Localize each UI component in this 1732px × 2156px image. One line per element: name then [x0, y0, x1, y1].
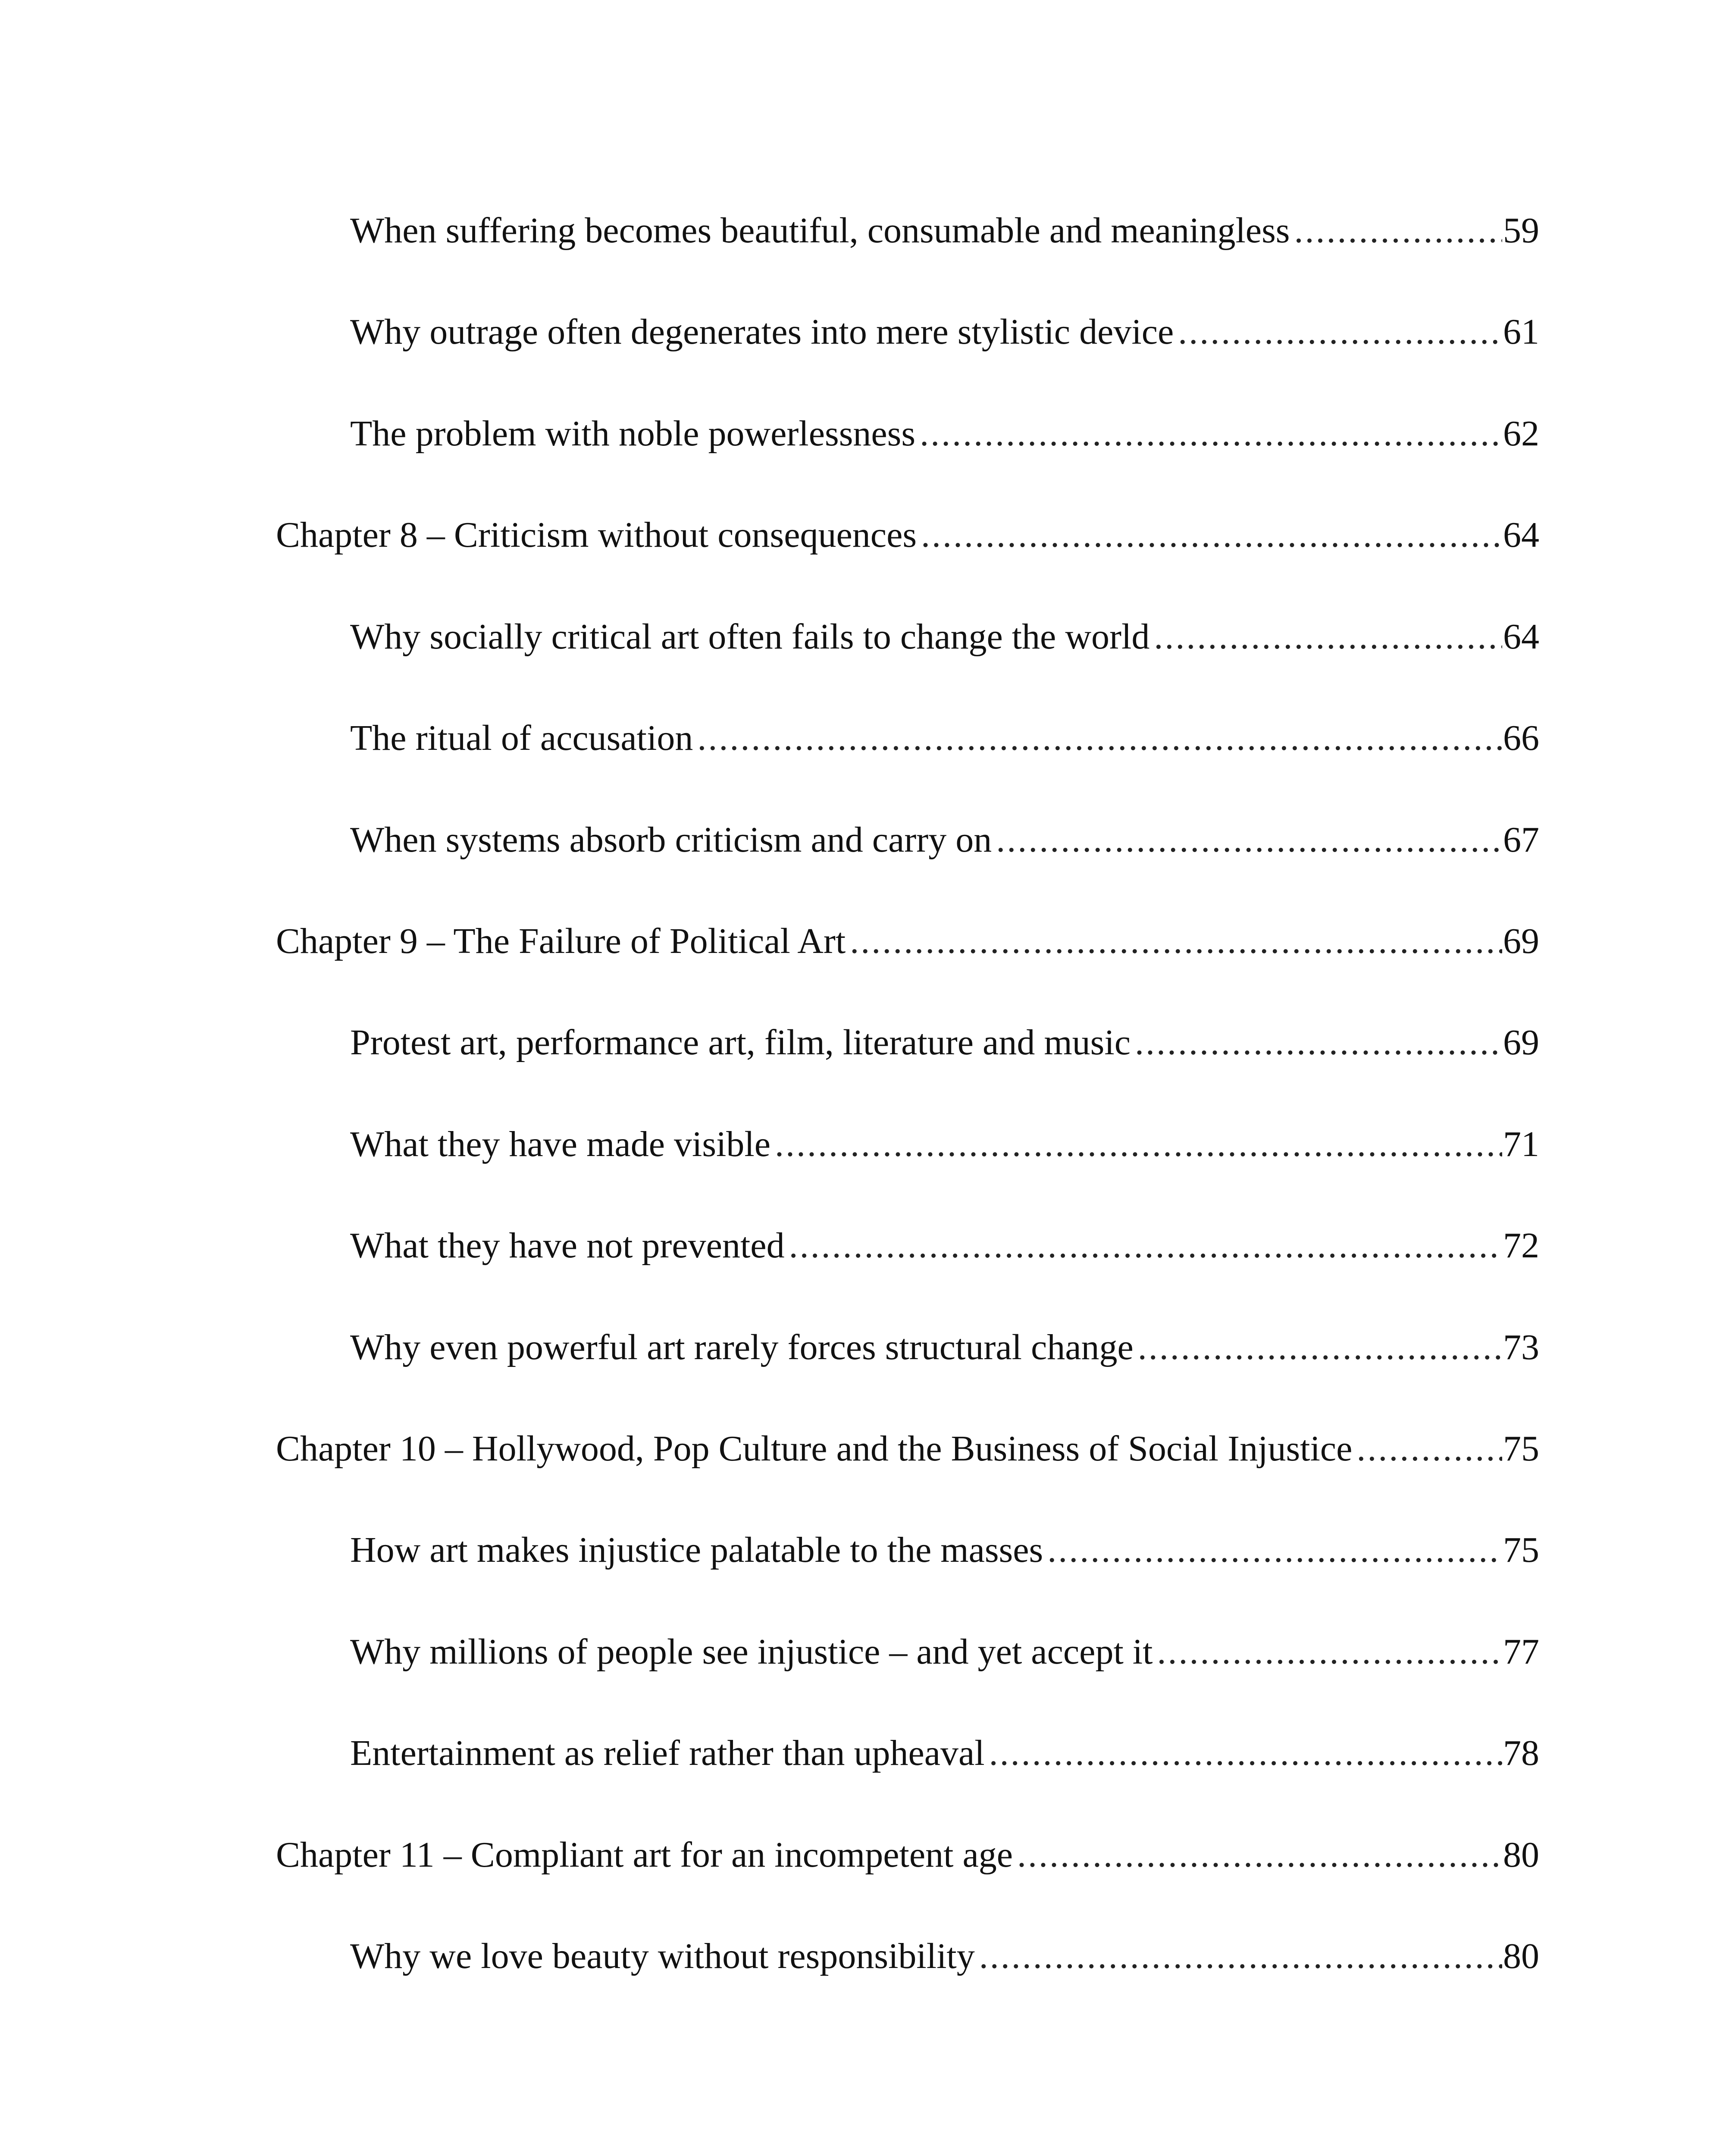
- toc-entry[interactable]: [350, 1119, 1539, 1170]
- toc-entry[interactable]: [350, 205, 1539, 257]
- toc-entry-title: The ritual of accusation: [350, 718, 693, 758]
- toc-page-number: 80: [1503, 1936, 1539, 1976]
- dot-leader: [1047, 1524, 1502, 1576]
- toc-entry-title: How art makes injustice palatable to the masses: [350, 1530, 1043, 1570]
- toc-page-number: 73: [1503, 1327, 1539, 1367]
- dot-leader: [1017, 1829, 1502, 1881]
- dot-leader: [921, 509, 1502, 561]
- dot-leader: [850, 915, 1502, 967]
- toc-page-number: 59: [1503, 210, 1539, 251]
- toc-page-number: 75: [1503, 1530, 1539, 1570]
- toc-page-number: 66: [1503, 718, 1539, 758]
- toc-entry-title: When suffering becomes beautiful, consumable and meaningless: [350, 210, 1290, 251]
- toc-entry[interactable]: [350, 814, 1539, 866]
- toc-page-number: 67: [1503, 820, 1539, 860]
- toc-entry[interactable]: [350, 712, 1539, 764]
- toc-page-number: 64: [1503, 515, 1539, 555]
- toc-entry[interactable]: [350, 1727, 1539, 1779]
- toc-entry-title: Chapter 10 – Hollywood, Pop Culture and the Business of Social Injustice: [276, 1429, 1353, 1469]
- toc-page-number: 77: [1503, 1632, 1539, 1672]
- dot-leader: [775, 1119, 1502, 1170]
- toc-entry[interactable]: [350, 1524, 1539, 1576]
- toc-entry[interactable]: [350, 611, 1539, 663]
- dot-leader: [1135, 1017, 1502, 1069]
- toc-entry-title: What they have not prevented: [350, 1225, 785, 1266]
- toc-entry-title: Protest art, performance art, film, literature and music: [350, 1022, 1131, 1062]
- toc-chapter-entry[interactable]: [276, 1829, 1539, 1881]
- dot-leader: [1178, 306, 1502, 358]
- toc-entry[interactable]: [350, 1017, 1539, 1069]
- dot-leader: [697, 712, 1502, 764]
- dot-leader: [979, 1930, 1502, 1982]
- dot-leader: [1157, 1626, 1502, 1678]
- dot-leader: [1154, 611, 1502, 663]
- toc-entry-title: The problem with noble powerlessness: [350, 414, 916, 454]
- toc-entry-title: Chapter 11 – Compliant art for an incompetent age: [276, 1835, 1013, 1875]
- toc-chapter-entry[interactable]: [276, 509, 1539, 561]
- toc-chapter-entry[interactable]: [276, 1423, 1539, 1475]
- toc-entry-title: Why millions of people see injustice – and yet accept it: [350, 1632, 1153, 1672]
- toc-entry-title: Why even powerful art rarely forces structural change: [350, 1327, 1134, 1367]
- toc-page-number: 75: [1503, 1429, 1539, 1469]
- toc-entry[interactable]: [350, 1930, 1539, 1982]
- toc-entry-title: Chapter 8 – Criticism without consequences: [276, 515, 917, 555]
- toc-entry[interactable]: [350, 408, 1539, 460]
- toc-entry[interactable]: [350, 1220, 1539, 1272]
- toc-entry-title: Entertainment as relief rather than upheaval: [350, 1733, 985, 1773]
- toc-page-number: 78: [1503, 1733, 1539, 1773]
- toc-page-number: 72: [1503, 1225, 1539, 1266]
- toc-entry-title: Why outrage often degenerates into mere stylistic device: [350, 312, 1174, 352]
- dot-leader: [1294, 205, 1502, 257]
- dot-leader: [989, 1727, 1502, 1779]
- toc-page-number: 71: [1503, 1124, 1539, 1164]
- toc-entry-title: What they have made visible: [350, 1124, 770, 1164]
- dot-leader: [920, 408, 1502, 460]
- toc-entry-title: Why we love beauty without responsibility: [350, 1936, 975, 1976]
- dot-leader: [1138, 1322, 1502, 1373]
- toc-entry[interactable]: [350, 306, 1539, 358]
- toc-page-number: 61: [1503, 312, 1539, 352]
- dot-leader: [1356, 1423, 1502, 1475]
- toc-page-number: 64: [1503, 617, 1539, 657]
- toc-page-number: 69: [1503, 1022, 1539, 1062]
- toc-page-number: 69: [1503, 921, 1539, 961]
- toc-page-number: 62: [1503, 414, 1539, 454]
- dot-leader: [789, 1220, 1502, 1272]
- toc-chapter-entry[interactable]: [276, 915, 1539, 967]
- toc-entry[interactable]: [350, 1626, 1539, 1678]
- toc-entry-title: Chapter 9 – The Failure of Political Art: [276, 921, 846, 961]
- dot-leader: [996, 814, 1502, 866]
- toc-entry-title: Why socially critical art often fails to change the world: [350, 617, 1150, 657]
- toc-entry-title: When systems absorb criticism and carry on: [350, 820, 992, 860]
- toc-entry[interactable]: [350, 1322, 1539, 1373]
- toc-page-number: 80: [1503, 1835, 1539, 1875]
